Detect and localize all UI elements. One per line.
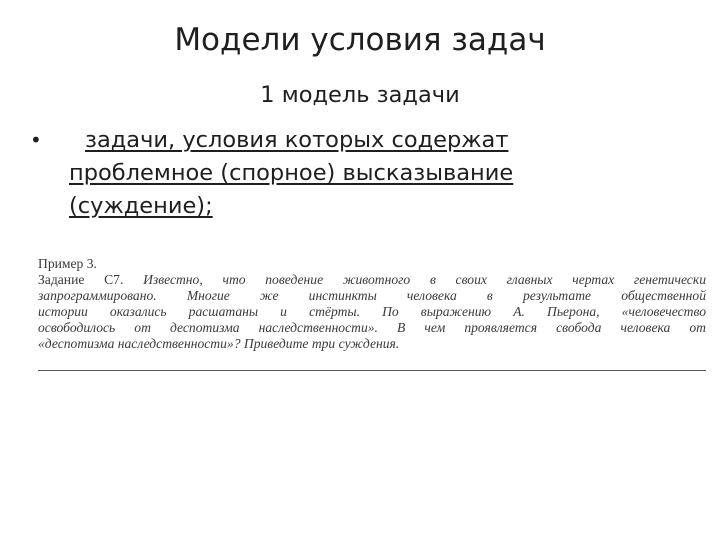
example-line: запрограммировано. Многие же инстинкты человека в результате общественной: [38, 287, 706, 303]
bullet-line: проблемное (спорное) высказывание: [69, 160, 514, 186]
example-line: освободилось от деспотизма наследственности». В чем проявляется свобода человека от: [38, 319, 706, 335]
bullet-item: [22, 124, 662, 223]
example-heading: Пример 3.: [38, 256, 97, 271]
example-line-text: Известно, что поведение животного в своих главных чертах генетически: [143, 271, 706, 287]
example-divider: [38, 370, 706, 371]
slide-subtitle: 1 модель задачи: [260, 82, 460, 108]
example-image: [38, 256, 706, 351]
bullet-line: (суждение);: [69, 193, 213, 219]
task-label: Задание С7.: [38, 271, 124, 287]
bullet-line: задачи, условия которых содержат: [85, 127, 509, 153]
example-line: [38, 272, 706, 288]
example-line: истории оказались расшатаны и стёрты. По выражению А. Пьерона, «человечество: [38, 303, 706, 319]
bullet-text: [69, 124, 662, 223]
example-body: [38, 272, 706, 352]
bullet-marker: •: [30, 128, 42, 152]
example-line: «деспотизма наследственности»? Приведите три суждения.: [38, 335, 400, 351]
slide-title: Модели условия задач: [174, 22, 546, 58]
